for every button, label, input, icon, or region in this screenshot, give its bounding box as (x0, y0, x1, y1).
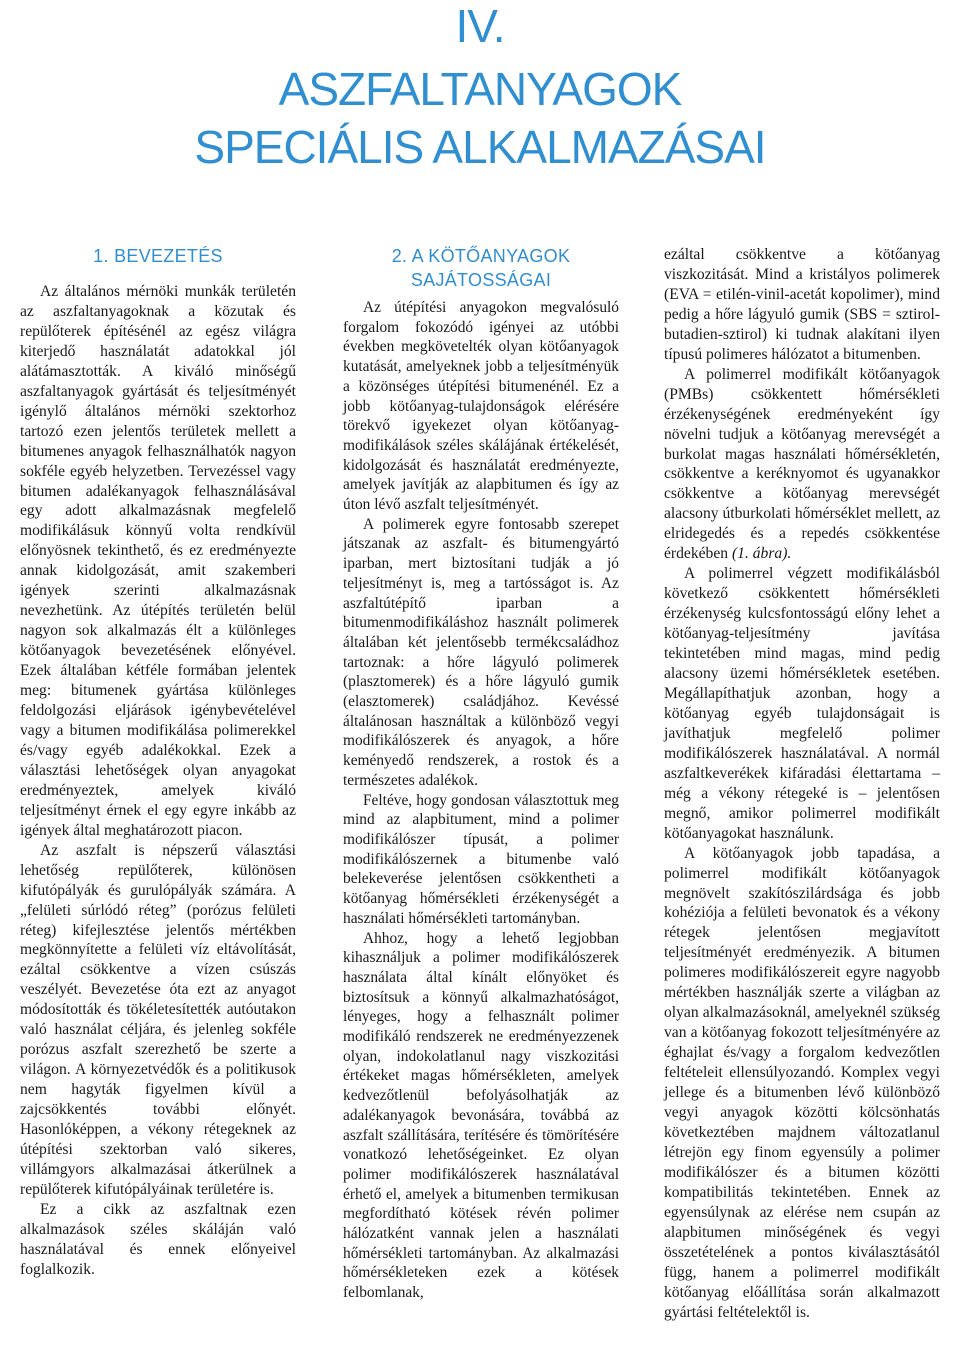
section-1-heading: 1. BEVEZETÉS (93, 246, 223, 266)
section-1-paragraph-1: Az általános mérnöki munkák területén az aszfaltanyagoknak a közutak és repülőterek építésénél az egész világra kiterjedő használatát adatokkal jól alátámasztották. A kiváló minőségű aszfaltanyagok gyártását és teljesítményét igénylő általános mérnöki szektorhoz tartozó ezen jelentős területek mellett a bitumenes anyagok felhasználhatók nagyon sokféle egyéb helyzetben. Tervezéssel vagy bitumen adalékanyagok felhasználásával egy adott alkalmazásnak megfelelő modifikálásuk könnyű volta rendkívül előnyösnek tekinthető, és ez eredményezte annak kidolgozását, amit szakemberi igények szerinti alkalmazásnak nevezhetünk. Az útépítés területén belül nagyon sok alkalmazás élt a különleges kötőanyagok bevezetésének előnyével. Ezek általában kétféle formában jelentek meg: bitumenek gyártása különleges feldolgozási eljárások igénybevételével vagy a bitumen modifikálása polimerekkel és/vagy egyéb adalékokkal. Ezek a választási lehetőségek olyan anyagokat eredményeztek, amelyek kiváló teljesítményt érnek el egy egyre inkább az igények által meghatározott piacon. (20, 283, 296, 839)
column-3-paragraph-2 (664, 365, 940, 565)
column-3-continuation: ezáltal csökkentve a kötőanyag viszkozitását. Mind a kristályos polimerek (EVA = etilén-vinil-acetát kopolimer), mind pedig a hőre lágyuló gumik (SBS = sztirol-butadien-sztirol) ki tudnak alakítani ilyen típusú polimeres hálózatot a bitumenben. (664, 246, 940, 363)
column-3 (664, 245, 940, 1322)
section-1-paragraph-2: Az aszfalt is népszerű választási lehetőség repülőterek, különösen kifutópályák és gurulópályák számára. A „felületi súrlódó réteg” (porózus felületi réteg) kifejlesztése jelentős mértékben megkönnyítette a felületi víz eltávolítását, ezáltal csökkentve a vízen csúszás veszélyét. Bevezetése óta ezt az anyagot módosították és tökéletesítették autóutakon való használat céljára, és jelenleg sokféle porózus aszfalt szerezhető be szerte a világon. A környezetvédők és a politikusok nem hagyták figyelmen kívül a zajcsökkentés további előnyét. Hasonlóképpen, a vékony rétegeknek az útépítési szektorban való sikeres, villámgyors alkalmazásai átkerülnek a repülőterek kifutópályáinak területére is. (20, 841, 296, 1198)
section-2-paragraph-2: A polimerek egyre fontosabb szerepet játszanak az aszfalt- és bitumengyártó iparban, mert biztosítani tudják a jó teljesítményt is, meg a tartósságot is. Az aszfaltútépítő iparban a bitumenmodifikáláshoz használt polimerek általában két jelentősebb termékcsaládhoz tartoznak: a hőre lágyuló polimerek (plasztomerek) és a hőre lágyuló gumik (elasztomerek) családjához. Kevéssé általánosan használtak a különböző vegyi modifikálószerek és anyagok, a hőre keményedő rendszerek, a rostok és a természetes adalékok. (343, 515, 619, 789)
chapter-title-line-2: SPECIÁLIS ALKALMAZÁSAI (194, 121, 766, 173)
section-2-heading-line-1: 2. A KÖTŐANYAGOK (391, 246, 571, 266)
section-1-paragraph-3: Ez a cikk az aszfaltnak ezen alkalmazások széles skáláján való használatával és ennek előnyeivel foglalkozik. (20, 1200, 296, 1278)
section-2-heading (343, 244, 619, 292)
section-2-heading-line-2: SAJÁTOSSÁGAI (410, 270, 552, 290)
column-3-paragraph-3: A polimerrel végzett modifikálásból következő csökkentett hőmérsékleti érzékenység kulcsfontosságú előny lehet a kötőanyag-teljesítmény javítása tekintetében mind magas, mind pedig alacsony üzemi hőmérsékletek esetében. Megállapíthatjuk azonban, hogy a kötőanyag egyéb tulajdonságait is javíthatjuk megfelelő polimer modifikálószerek használatával. A normál aszfaltkeverékek kifáradási élettartama – még a vékony rétegeké is – jelentősen megnő, amikor polimerrel modifikált kötőanyagokat használunk. (664, 565, 940, 842)
chapter-title (0, 0, 960, 176)
column-2 (343, 244, 619, 1303)
section-2-paragraph-4: Ahhoz, hogy a lehető legjobban kihasználjuk a polimer modifikálószerek használata által kínált előnyöket és biztosítsuk a könnyű alkalmazhatóságot, lényeges, hogy a felhasznált polimer modifikáló rendszerek ne eredményezzenek olyan, indokolatlanul nagy viszkozitási értékeket magas hőmérsékleten, amelyek kedvezőtlenül befolyásolhatják az adalékanyagok bevonására, továbbá az aszfalt szállítására, terítésére és tömörítésére vonatkozó lehetőségeinket. Ez olyan polimer modifikálószerek használatával érhető el, amelyek a bitumenben termikusan megfordítható kötések révén polimer hálózatként vannak jelen a használati hőmérsékleti tartományban. Az alkalmazási hőmérsékleteken ezek a kötések felbomlanak, (343, 929, 619, 1302)
chapter-number: IV. (455, 0, 505, 52)
section-2-paragraph-1: Az útépítési anyagokon megvalósuló forgalom fokozódó igényei az utóbbi években megkövetelték olyan kötőanyagok kutatását, amelyeknek jobb a teljesítményük a közönséges útépítési bitumenénél. Ez a jobb kötőanyag-tulajdonságok elérésére törekvő igyekezet olyan kötőanyag-modifikálások széles skálájának értékelését, kidolgozását és használatát eredményezte, amelyek javítják az alapbitumen és így az úton lévő aszfalt teljesítményét. (343, 299, 619, 514)
section-2-paragraph-3: Feltéve, hogy gondosan választottuk meg mind az alapbitument, mind a polimer modifikálószer típusát, a polimer modifikálószernek a bitumenbe való belekeverése jelentősen csökkentheti a kötőanyag hőmérsékleti érzékenységét a használati hőmérsékleti tartományban. (343, 791, 619, 927)
figure-reference: (1. ábra). (731, 545, 792, 563)
column-1 (20, 244, 296, 1280)
chapter-title-line-1: ASZFALTANYAGOK (278, 63, 682, 115)
column-3-paragraph-4: A kötőanyagok jobb tapadása, a polimerrel modifikált kötőanyagok megnövelt szakítószilárdsága és jobb kohéziója a felületi bevonatok és a vékony rétegek jelentősen megjavított teljesítményét eredményezik. A bitumen polimeres modifikálószereit egyre nagyobb mértékben használják szerte a világban az olyan alkalmazásoknál, amelyeknél szükség van a kötőanyag fokozott teljesítményére az éghajlat és/vagy a forgalom kedvezőtlen feltételeit ellensúlyozandó. Komplex vegyi jellege és a bitumenben lévő különböző vegyi anyagok közötti kölcsönhatás következtében majdnem változatlanul létrejön egy finom egyensúly a polimer modifikálószer és a bitumen közötti kompatibilitás tekintetében. Ennek az egyensúlynak az elérése nem csupán az alapbitumen minőségének és vegyi összetételének a pontos kiválasztásától függ, hanem a polimerrel modifikált kötőanyag előállítása során alkalmazott gyártási feltételektől is. (664, 844, 940, 1321)
column-3-paragraph-2-text: A polimerrel modifikált kötőanyagok (PMBs) csökkentett hőmérsékleti érzékenységének eredményeként így növelni tudjuk a kötőanyag merevségét a burkolat magas használati hőmérsékletén, csökkentve a keréknyomot és ugyanakkor csökkentve a kötőanyag merevségét alacsony útburkolati hőmérséklet mellett, az elridegedés és a repedés csökkentése érdekében (664, 365, 940, 563)
